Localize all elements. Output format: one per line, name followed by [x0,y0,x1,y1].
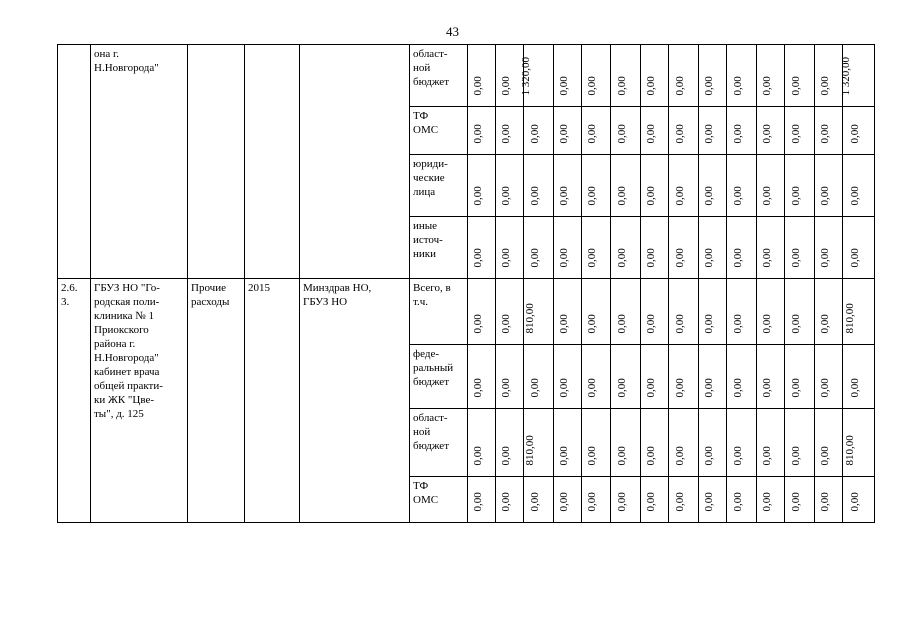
funding-source-cell-text: ТФ ОМС [413,110,439,136]
value-text: 0,00 [644,124,657,144]
item-name-cell [91,45,188,279]
value-text: 0,00 [731,314,744,334]
value-text: 0,00 [471,248,484,268]
table-row [58,279,875,345]
value-cell [641,155,669,217]
value-text: 810,00 [843,303,856,334]
value-cell [468,409,496,477]
value-text: 0,00 [702,446,715,466]
value-text: 0,00 [557,314,570,334]
value-cell [815,279,843,345]
value-text: 0,00 [673,248,686,268]
value-text: 0,00 [848,378,861,398]
value-cell [524,409,554,477]
funding-source-cell [410,45,468,107]
value-cell [785,155,815,217]
item-name-cell [91,279,188,523]
value-cell [524,155,554,217]
category-cell [188,45,245,279]
value-cell [669,345,699,409]
value-text: 0,00 [585,186,598,206]
value-text: 0,00 [528,248,541,268]
value-cell [669,279,699,345]
value-text: 0,00 [673,378,686,398]
value-text: 0,00 [818,314,831,334]
value-cell [815,155,843,217]
value-cell [524,279,554,345]
value-cell [727,279,757,345]
value-cell [727,477,757,523]
value-text: 0,00 [760,76,773,96]
value-cell [611,155,641,217]
funding-source-cell-text: Всего, в т.ч. [413,282,451,308]
value-text: 0,00 [760,492,773,512]
value-cell [839,45,875,107]
value-cell [582,345,611,409]
value-text: 0,00 [585,378,598,398]
value-cell [815,45,843,107]
value-text: 0,00 [644,186,657,206]
value-text: 0,00 [615,314,628,334]
value-text: 0,00 [818,186,831,206]
value-cell [785,45,815,107]
funding-source-cell [410,217,468,279]
value-cell [699,155,727,217]
value-text: 810,00 [843,435,856,466]
value-cell [699,409,727,477]
value-cell [785,217,815,279]
value-text: 0,00 [760,314,773,334]
value-cell [843,409,875,477]
value-text: 0,00 [848,492,861,512]
value-cell [582,409,611,477]
value-text: 0,00 [673,124,686,144]
value-text: 0,00 [557,186,570,206]
value-cell [582,107,611,155]
value-text: 0,00 [789,378,802,398]
item-number-cell [58,279,91,523]
value-text: 0,00 [499,314,512,334]
value-text: 0,00 [760,186,773,206]
value-text: 0,00 [557,248,570,268]
value-text: 0,00 [471,314,484,334]
value-cell [582,155,611,217]
value-cell [554,155,582,217]
value-cell [699,107,727,155]
value-text: 0,00 [644,446,657,466]
value-text: 0,00 [818,76,831,96]
value-cell [468,45,496,107]
value-cell [519,45,554,107]
value-cell [669,155,699,217]
value-cell [524,345,554,409]
value-cell [843,477,875,523]
value-cell [554,279,582,345]
value-cell [468,477,496,523]
funding-source-cell [410,279,468,345]
value-cell [496,155,524,217]
value-text: 0,00 [818,378,831,398]
value-text: 0,00 [615,76,628,96]
value-text: 0,00 [644,76,657,96]
value-text: 0,00 [789,492,802,512]
funding-source-cell-text: ТФ ОМС [413,480,439,506]
value-text: 0,00 [760,446,773,466]
value-text: 0,00 [789,186,802,206]
value-cell [757,279,785,345]
value-cell [554,409,582,477]
value-cell [496,345,524,409]
value-cell [669,217,699,279]
value-text: 0,00 [760,248,773,268]
value-text: 0,00 [557,446,570,466]
value-text: 0,00 [557,124,570,144]
value-cell [843,279,875,345]
value-text: 0,00 [557,492,570,512]
value-text: 1 320,00 [519,57,532,96]
value-text: 0,00 [585,124,598,144]
table-row [58,45,875,107]
value-cell [727,45,757,107]
value-cell [468,217,496,279]
funding-source-cell-text: юриди- ческие лица [413,158,448,198]
value-cell [785,477,815,523]
value-text: 0,00 [673,492,686,512]
value-cell [582,45,611,107]
value-cell [554,45,582,107]
value-text: 0,00 [615,124,628,144]
funding-source-cell [410,345,468,409]
value-text: 0,00 [471,378,484,398]
value-text: 0,00 [471,446,484,466]
value-text: 0,00 [702,492,715,512]
year-cell [245,45,300,279]
value-text: 0,00 [585,76,598,96]
value-cell [611,279,641,345]
value-text: 0,00 [499,248,512,268]
value-cell [496,107,524,155]
value-text: 0,00 [673,76,686,96]
value-text: 0,00 [528,124,541,144]
value-cell [611,477,641,523]
funding-source-cell-text: иные источ- ники [413,220,443,260]
funding-source-cell-text: феде- ральный бюджет [413,348,454,388]
value-cell [496,217,524,279]
item-number-cell-text: 2.6. 3. [61,282,78,308]
value-text: 0,00 [644,378,657,398]
funding-source-cell [410,107,468,155]
value-cell [669,45,699,107]
value-cell [468,345,496,409]
value-text: 0,00 [585,446,598,466]
value-text: 0,00 [702,314,715,334]
value-text: 1 320,00 [839,57,852,96]
value-cell [611,107,641,155]
value-text: 0,00 [789,314,802,334]
value-cell [757,345,785,409]
value-cell [641,477,669,523]
value-cell [524,217,554,279]
funding-source-cell [410,155,468,217]
item-number-cell [58,45,91,279]
value-text: 0,00 [471,186,484,206]
value-cell [468,155,496,217]
value-text: 0,00 [644,492,657,512]
value-cell [727,217,757,279]
value-cell [815,107,843,155]
value-cell [554,345,582,409]
value-cell [785,107,815,155]
value-cell [611,345,641,409]
value-text: 0,00 [499,492,512,512]
value-text: 0,00 [789,124,802,144]
page-number: 43 [446,24,459,39]
value-cell [815,345,843,409]
value-text: 0,00 [557,378,570,398]
budget-table [57,44,875,523]
value-text: 0,00 [528,186,541,206]
value-cell [468,279,496,345]
value-text: 0,00 [760,124,773,144]
value-cell [757,107,785,155]
value-text: 0,00 [585,492,598,512]
value-cell [641,279,669,345]
value-text: 0,00 [731,492,744,512]
value-cell [727,409,757,477]
item-name-cell-text: она г. Н.Новгорода" [94,48,159,74]
value-text: 0,00 [471,124,484,144]
value-text: 0,00 [702,248,715,268]
value-text: 0,00 [789,248,802,268]
value-cell [554,477,582,523]
value-cell [699,477,727,523]
value-text: 0,00 [644,248,657,268]
value-cell [699,45,727,107]
executor-cell [300,279,410,523]
value-text: 0,00 [499,186,512,206]
value-text: 0,00 [673,314,686,334]
value-text: 0,00 [499,378,512,398]
value-cell [669,477,699,523]
value-cell [815,217,843,279]
value-cell [641,45,669,107]
value-cell [757,155,785,217]
value-text: 0,00 [615,186,628,206]
value-cell [757,217,785,279]
value-cell [699,279,727,345]
value-text: 0,00 [702,378,715,398]
value-cell [611,45,641,107]
value-text: 0,00 [557,76,570,96]
value-text: 0,00 [760,378,773,398]
value-text: 0,00 [673,186,686,206]
value-text: 0,00 [499,124,512,144]
value-text: 0,00 [818,492,831,512]
value-cell [785,345,815,409]
funding-source-cell [410,477,468,523]
value-text: 0,00 [731,186,744,206]
item-name-cell-text: ГБУЗ НО "Го- родская поли- клиника № 1 Приокского района г. Н.Новгорода" кабинет врача общей практи- ки ЖК "Цве- ты", д. 125 [94,282,163,420]
value-text: 0,00 [615,446,628,466]
value-cell [496,279,524,345]
value-text: 0,00 [848,124,861,144]
year-cell [245,279,300,523]
value-cell [524,477,554,523]
value-cell [699,217,727,279]
value-text: 0,00 [471,76,484,96]
value-cell [582,477,611,523]
value-cell [843,345,875,409]
value-cell [843,217,875,279]
value-text: 0,00 [789,76,802,96]
value-text: 0,00 [499,446,512,466]
value-cell [468,107,496,155]
value-text: 0,00 [702,124,715,144]
value-text: 0,00 [585,248,598,268]
value-cell [641,345,669,409]
value-text: 0,00 [615,492,628,512]
value-text: 0,00 [731,446,744,466]
year-cell-text: 2015 [248,282,270,294]
value-cell [641,107,669,155]
value-cell [815,409,843,477]
value-cell [815,477,843,523]
value-cell [785,279,815,345]
executor-cell [300,45,410,279]
value-cell [582,217,611,279]
funding-source-cell [410,409,468,477]
value-text: 0,00 [471,492,484,512]
value-text: 0,00 [848,248,861,268]
value-cell [641,217,669,279]
value-cell [785,409,815,477]
value-text: 0,00 [528,378,541,398]
value-text: 0,00 [818,446,831,466]
value-text: 0,00 [818,248,831,268]
value-text: 0,00 [848,186,861,206]
value-cell [843,155,875,217]
value-text: 0,00 [615,378,628,398]
value-cell [554,217,582,279]
value-cell [757,409,785,477]
value-cell [727,345,757,409]
value-cell [757,45,785,107]
value-text: 0,00 [818,124,831,144]
category-cell-text: Прочие расходы [191,282,230,308]
value-text: 0,00 [673,446,686,466]
value-cell [524,107,554,155]
value-cell [641,409,669,477]
value-text: 0,00 [702,186,715,206]
executor-cell-text: Минздрав НО, ГБУЗ НО [303,282,372,308]
value-text: 0,00 [615,248,628,268]
value-text: 0,00 [585,314,598,334]
value-cell [554,107,582,155]
value-text: 0,00 [731,378,744,398]
value-text: 0,00 [528,492,541,512]
value-text: 810,00 [523,435,536,466]
value-cell [757,477,785,523]
value-cell [669,107,699,155]
value-cell [843,107,875,155]
value-cell [699,345,727,409]
value-cell [611,217,641,279]
value-text: 0,00 [499,76,512,96]
value-text: 0,00 [731,124,744,144]
value-text: 0,00 [789,446,802,466]
value-text: 0,00 [644,314,657,334]
value-text: 0,00 [731,248,744,268]
value-cell [669,409,699,477]
value-text: 0,00 [702,76,715,96]
value-text: 0,00 [731,76,744,96]
value-cell [496,409,524,477]
funding-source-cell-text: област- ной бюджет [413,412,449,452]
value-cell [496,477,524,523]
value-cell [611,409,641,477]
value-cell [727,107,757,155]
value-cell [582,279,611,345]
funding-source-cell-text: област- ной бюджет [413,48,449,88]
category-cell [188,279,245,523]
value-text: 810,00 [523,303,536,334]
value-cell [727,155,757,217]
